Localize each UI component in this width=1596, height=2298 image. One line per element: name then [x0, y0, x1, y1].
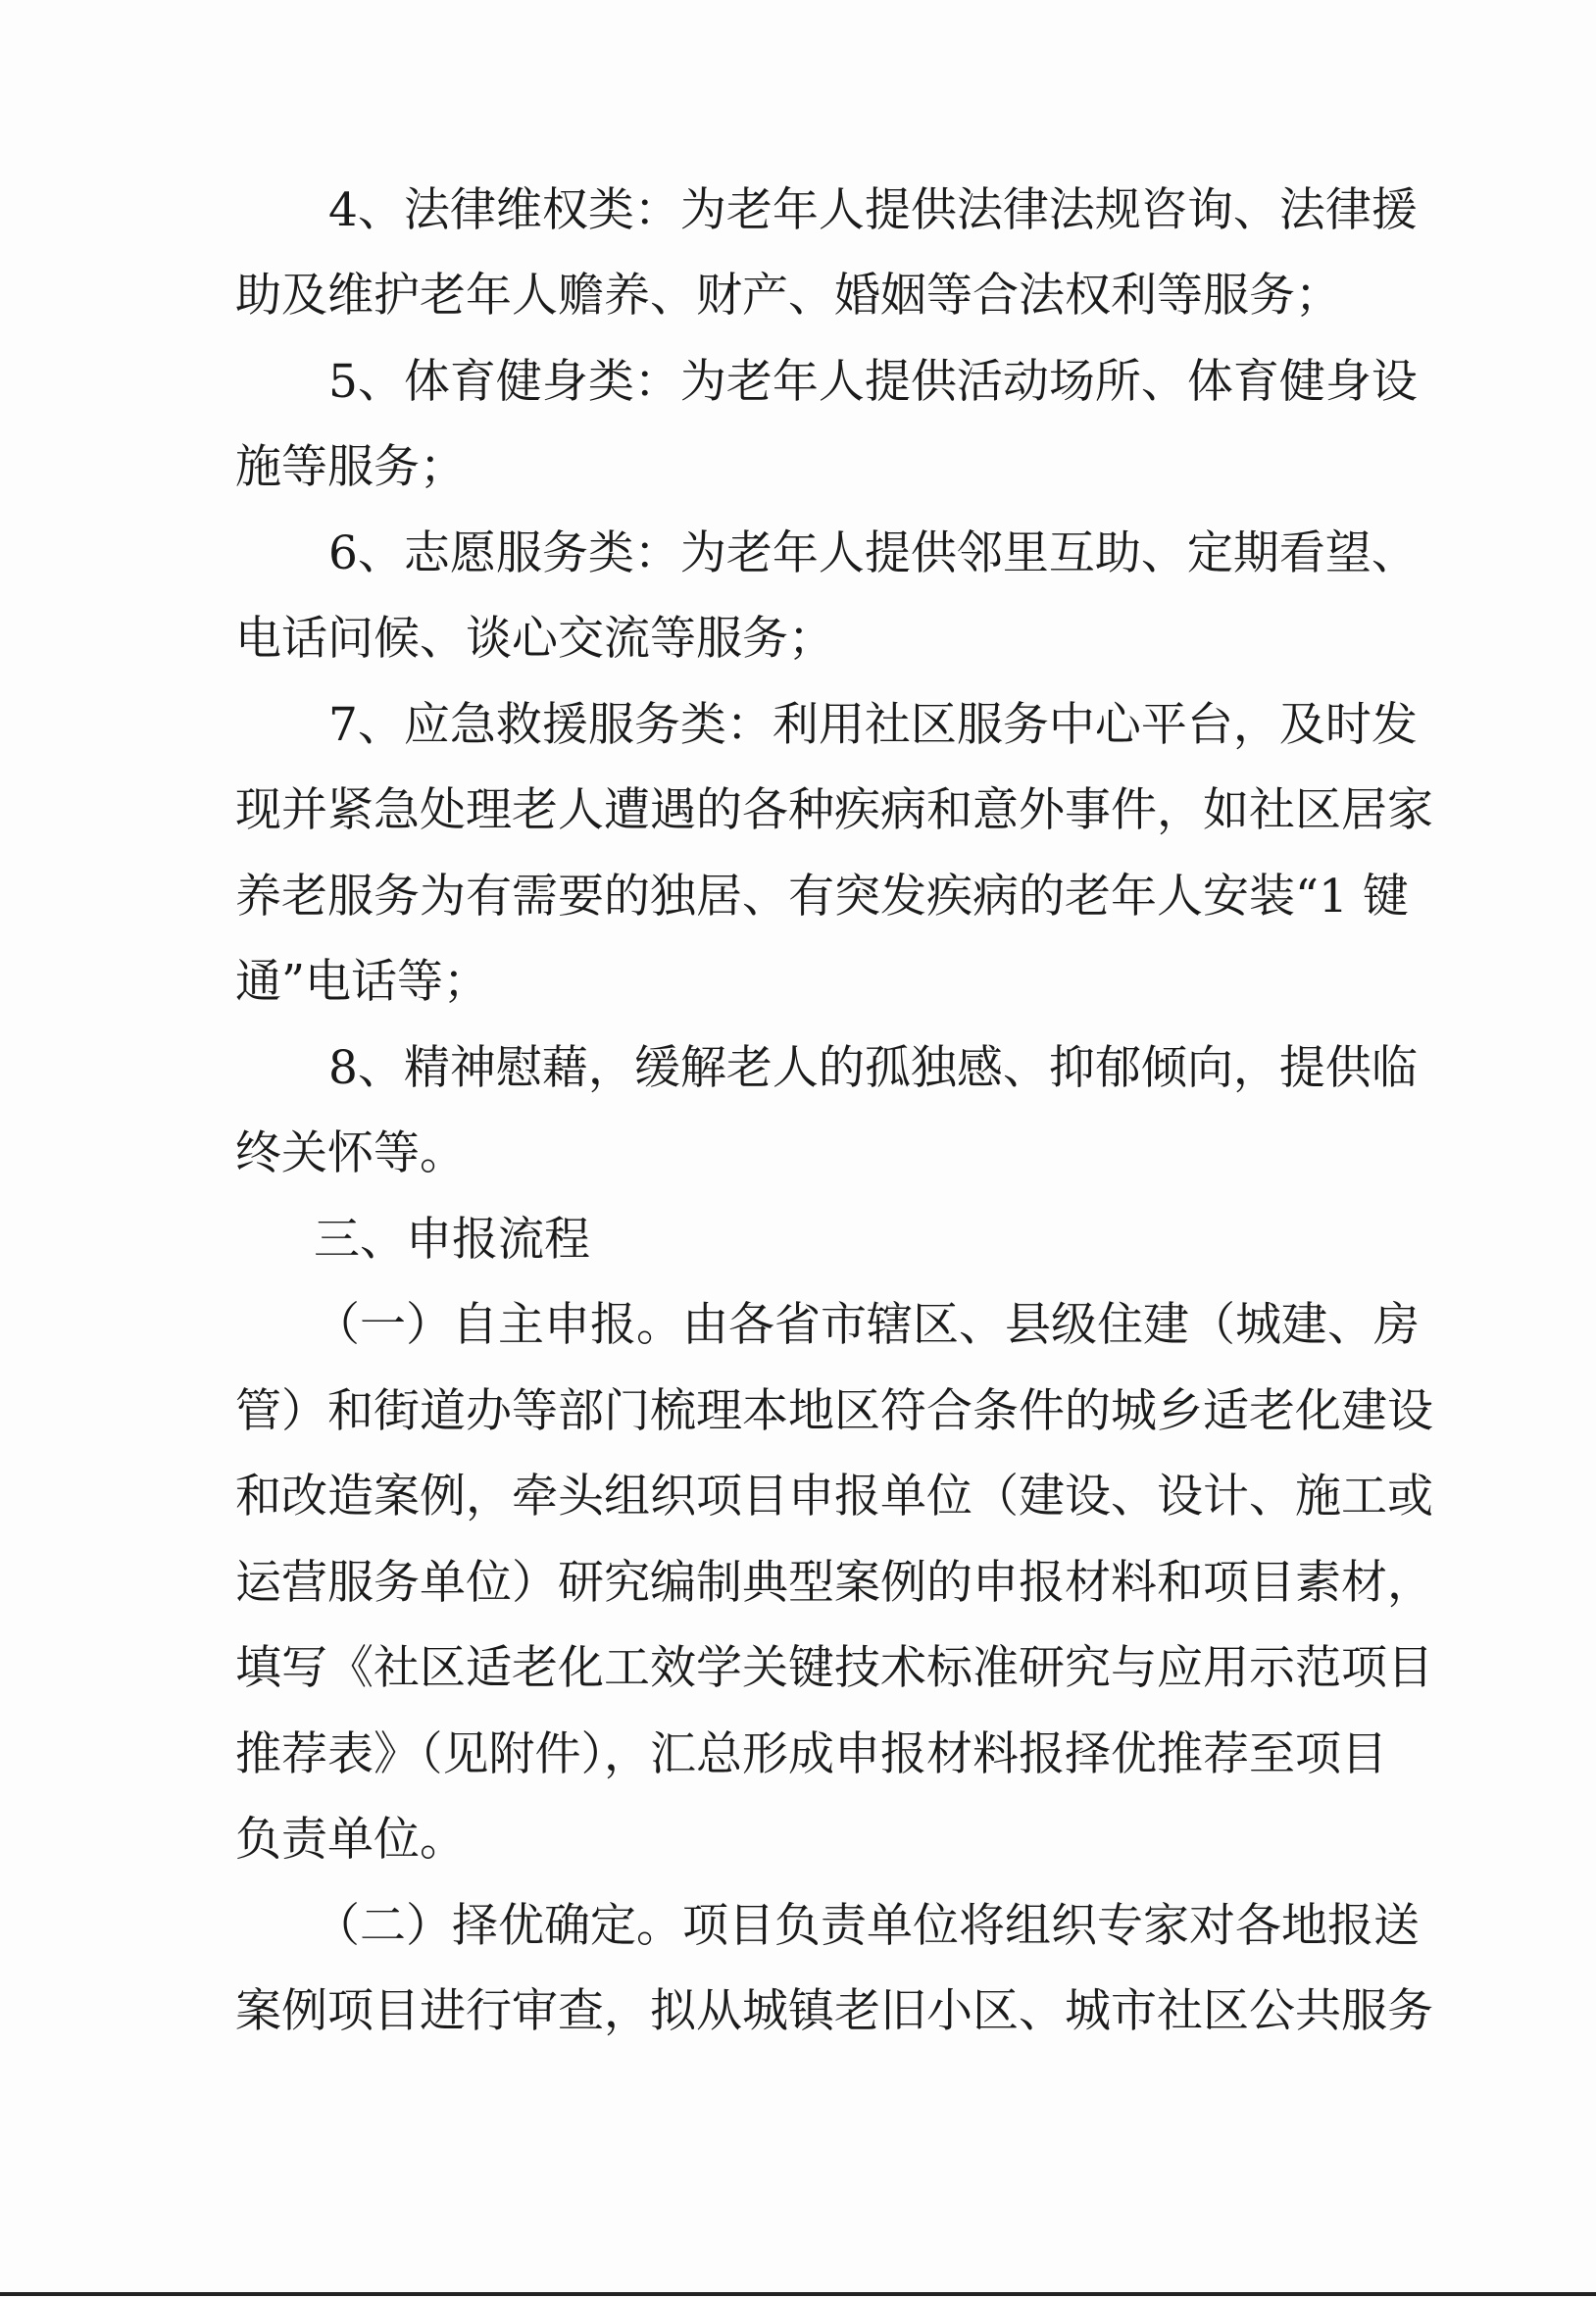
text-line: （二）择优确定。项目负责单位将组织专家对各地报送 [314, 1899, 1420, 1953]
text-line: 现并紧急处理老人遭遇的各种疾病和意外事件，如社区居家 [235, 783, 1433, 837]
text-line: 负责单位。 [235, 1813, 466, 1867]
text-line: 终关怀等。 [235, 1126, 466, 1180]
text-line: 通”电话等； [235, 955, 490, 1009]
text-line: 养老服务为有需要的独居、有突发疾病的老年人安装“1 键 [235, 870, 1409, 924]
text-line: 7、应急救援服务类：利用社区服务中心平台，及时发 [328, 698, 1418, 752]
text-line: 8、精神慰藉，缓解老人的孤独感、抑郁倾向，提供临 [328, 1041, 1418, 1095]
text-line: 管）和街道办等部门梳理本地区符合条件的城乡适老化建设 [235, 1384, 1433, 1438]
text-line: （一）自主申报。由各省市辖区、县级住建（城建、房 [314, 1298, 1420, 1352]
text-line: 6、志愿服务类：为老年人提供邻里互助、定期看望、 [328, 526, 1418, 580]
text-line: 电话问候、谈心交流等服务； [235, 612, 834, 666]
text-line: 案例项目进行审查，拟从城镇老旧小区、城市社区公共服务 [235, 1984, 1433, 2038]
text-line: 助及维护老年人赡养、财产、婚姻等合法权利等服务； [235, 269, 1341, 323]
text-line: 运营服务单位）研究编制典型案例的申报材料和项目素材， [235, 1556, 1433, 1610]
text-line: 和改造案例，牵头组织项目申报单位（建设、设计、施工或 [235, 1470, 1433, 1524]
text-line: 推荐表》（见附件），汇总形成申报材料报择优推荐至项目 [235, 1727, 1387, 1781]
text-line: 施等服务； [235, 440, 466, 494]
text-line: 4、法律维权类：为老年人提供法律法规咨询、法律援 [328, 183, 1418, 237]
page-bottom-edge [0, 2292, 1596, 2296]
text-line: 填写《社区适老化工效学关键技术标准研究与应用示范项目 [235, 1641, 1433, 1695]
section-heading: 三、申报流程 [314, 1213, 590, 1267]
text-line: 5、体育健身类：为老年人提供活动场所、体育健身设 [328, 355, 1418, 409]
